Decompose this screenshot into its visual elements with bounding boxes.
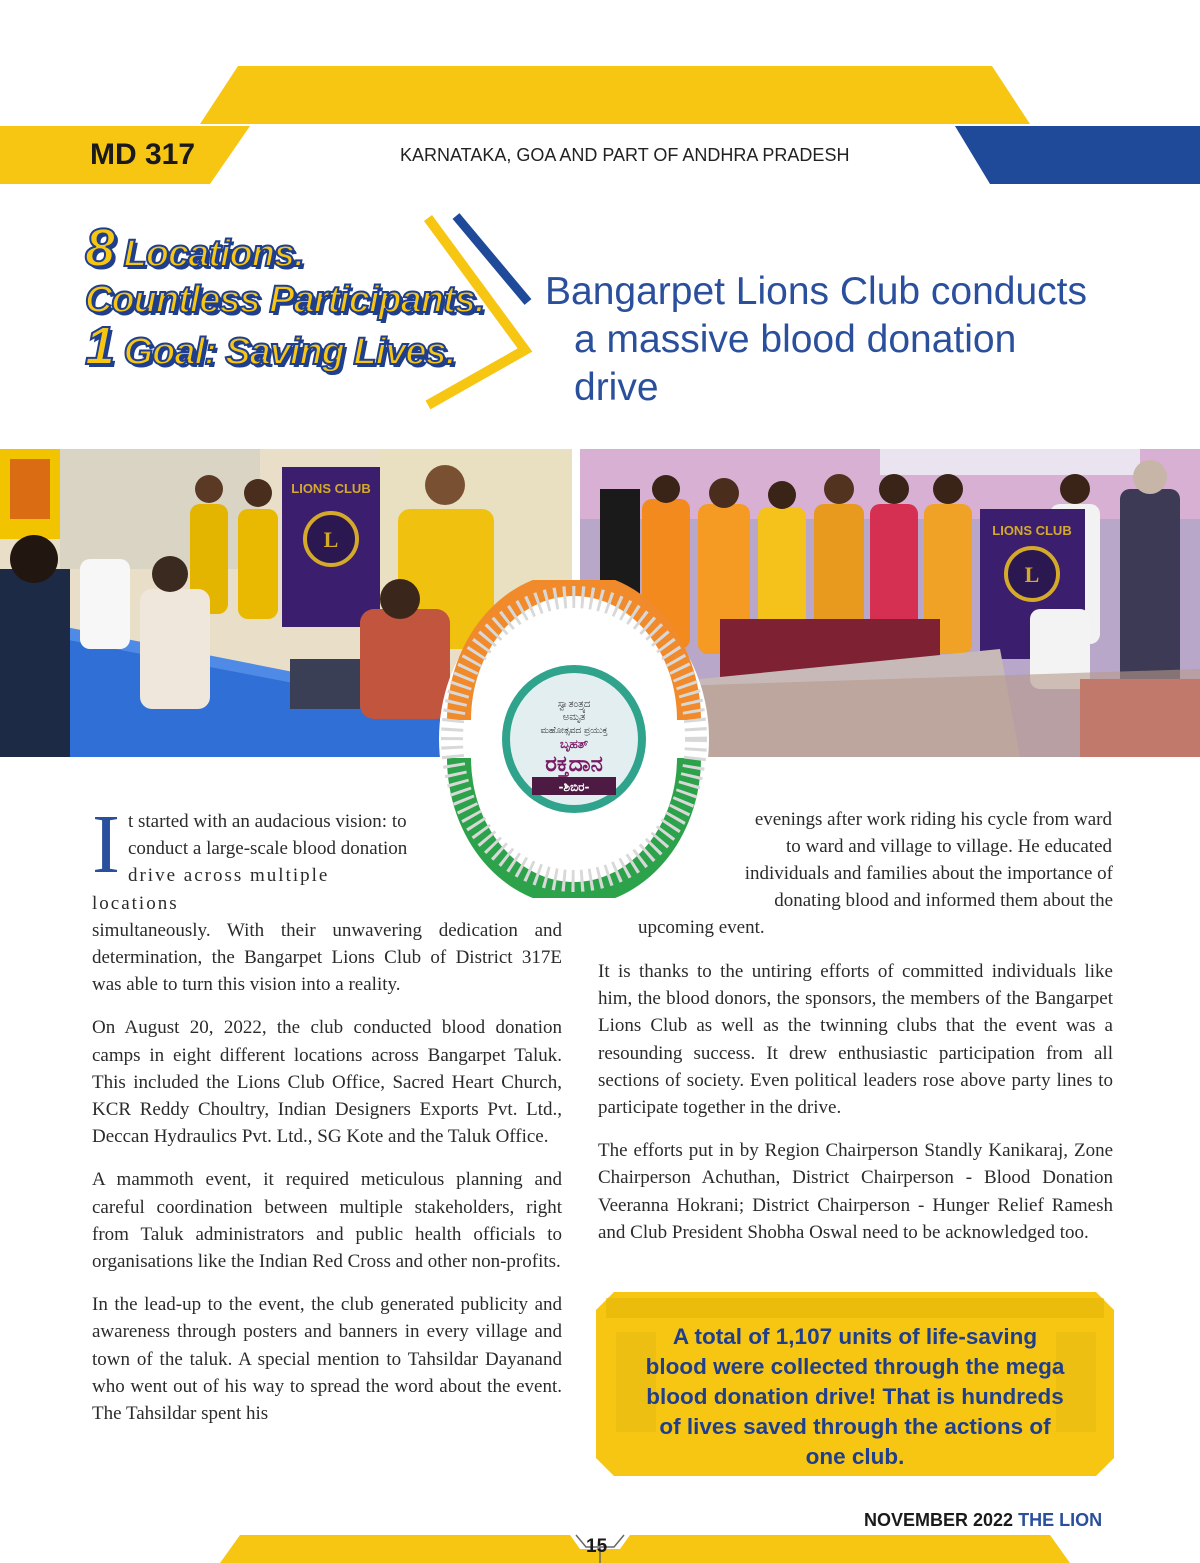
badge-text-3: ಮಹೋತ್ಸವದ ಪ್ರಯುಕ್ತ xyxy=(540,726,608,736)
wrap-line: donating blood and informed them about the xyxy=(774,890,1113,911)
svg-text:L: L xyxy=(323,527,339,552)
right-banner-text: LIONS CLUB xyxy=(992,523,1072,538)
wrap-line: evenings after work riding his cycle from ward xyxy=(754,809,1112,830)
intro-wrapped-lines xyxy=(92,798,422,917)
district-code: MD 317 xyxy=(90,138,196,171)
paragraph-7: The efforts put in by Region Chairperson Standly Kanikaraj, Zone Chairperson Achuthan, District Chairperson - Blood Donation Veeranna Hokrani; District Chairperson - Hunger Relief Ramesh and Club President Shobha Oswal need to be acknowledged too. xyxy=(598,1140,1113,1243)
badge-text-1: ಸ್ವಾತಂತ್ರ್ಯದ xyxy=(557,699,591,710)
badge-text-5: ರಕ್ತದಾನ xyxy=(545,752,603,777)
wrap-line: to ward and village to village. He educated xyxy=(785,836,1112,857)
paragraph-1-rest: simultaneously. With their unwavering dedication and determination, the Bangarpet Lions Club of District 317E was able to turn this vision into a reality. xyxy=(92,919,562,996)
chevron-divider xyxy=(420,210,540,410)
paragraph-2: On August 20, 2022, the club conducted blood donation camps in eight different locations across Bangarpet Taluk. This included the Lions Club Office, Sacred Heart Church, KCR Reddy Choultry, Indian Designers Exports Pvt. Ltd., Deccan Hydraulics Pvt. Ltd., SG Kote and the Taluk Office. xyxy=(92,1017,562,1148)
badge-text-2: ಅಮೃತ xyxy=(562,712,586,723)
intro-line: conduct a large-scale blood donation xyxy=(127,838,408,860)
issue-date: NOVEMBER 2022 xyxy=(864,1510,1014,1530)
left-banner-text: LIONS CLUB xyxy=(291,481,371,496)
callout-text: A total of 1,107 units of life-saving blood were collected through the mega blood donation drive! That is hundreds of lives saved through the actions of one club. xyxy=(645,1324,1065,1469)
slogan-line-3: 1 Goal: Saving Lives. xyxy=(85,316,456,376)
paragraph-3: A mammoth event, it required meticulous planning and careful coordination between multiple stakeholders, right from Taluk administrators and public health officials to organisations like the Indian Red Cross and other non-profits. xyxy=(92,1169,562,1273)
magazine-brand: THE LION xyxy=(1018,1510,1103,1530)
slogan-line-1: 8 Locations. xyxy=(85,218,304,278)
article-headline xyxy=(545,268,1105,412)
badge-text-4: ಬೃಹತ್ xyxy=(559,737,589,751)
slogan-line-2: Countless Participants. xyxy=(85,279,485,321)
article-column-left xyxy=(92,798,562,1443)
headline-line-2: a massive blood donation drive xyxy=(574,318,1017,409)
paragraph-4: In the lead-up to the event, the club generated publicity and awareness through posters and banners in every village and town of the taluk. A special mention to Tahsildar Dayanand who went out of his way to spread the word about the event. The Tahsildar spent his xyxy=(92,1294,562,1425)
article-column-right xyxy=(598,958,1113,1262)
svg-text:L: L xyxy=(1024,562,1040,587)
intro-line: drive across multiple locations xyxy=(92,865,330,914)
headline-line-1: Bangarpet Lions Club conducts xyxy=(545,270,1088,313)
badge-text-6: -ಶಿಬಿರ- xyxy=(558,780,590,794)
wrap-line: upcoming event. xyxy=(638,917,765,938)
drop-cap: I xyxy=(92,798,120,891)
region-label: KARNATAKA, GOA AND PART OF ANDHRA PRADESH xyxy=(400,145,850,165)
intro-line: t started with an audacious vision: to xyxy=(127,811,407,832)
wrap-line: individuals and families about the importance of xyxy=(744,863,1113,884)
page-number: 15 xyxy=(586,1536,608,1557)
paragraph-6: It is thanks to the untiring efforts of committed individuals like him, the blood donors, the sponsors, the members of the Bangarpet Lions Club as well as the twinning clubs that the event was a resounding success. It drew enthusiastic participation from all sections of society. Even political leaders rose above party lines to participate together in the drive. xyxy=(598,961,1113,1119)
